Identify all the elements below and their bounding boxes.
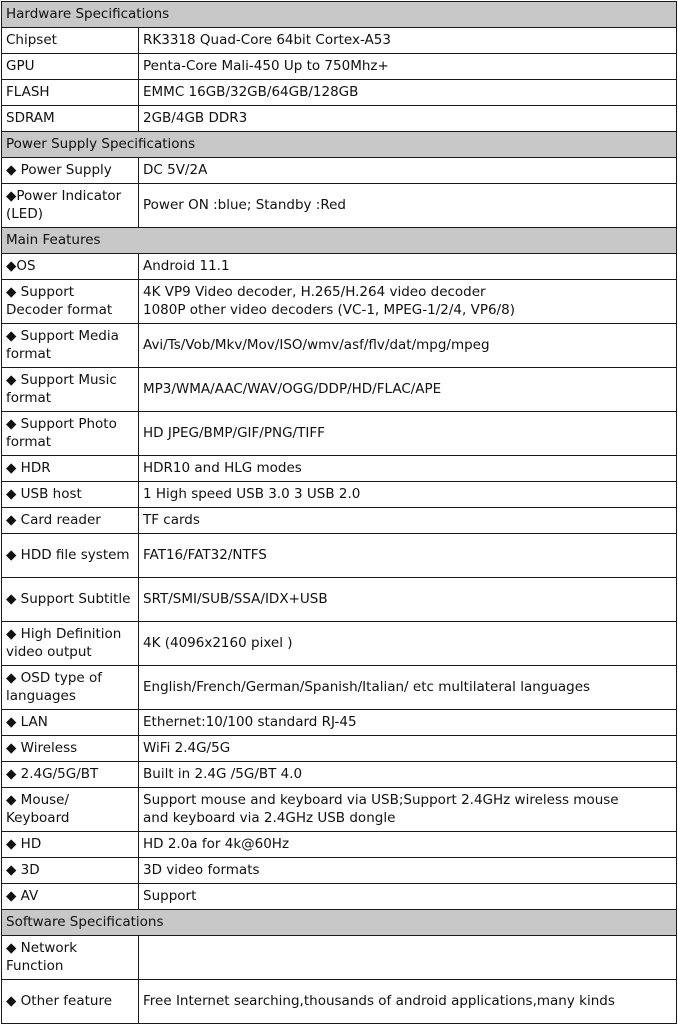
row-label: ◆ AV [2,884,139,910]
table-row [2,980,677,1024]
table-row [2,482,677,508]
section-title: Main Features [2,228,677,254]
row-value: English/French/German/Spanish/Italian/ etc multilateral languages [139,666,677,710]
row-value: Support [139,884,677,910]
row-value: 2GB/4GB DDR3 [139,106,677,132]
row-value: Avi/Ts/Vob/Mkv/Mov/ISO/wmv/asf/flv/dat/mpg/mpeg [139,324,677,368]
table-row [2,534,677,578]
row-label: ◆ Support Photo format [2,412,139,456]
row-label: SDRAM [2,106,139,132]
row-label: ◆ Support Music format [2,368,139,412]
row-value: Built in 2.4G /5G/BT 4.0 [139,762,677,788]
row-value: TF cards [139,508,677,534]
row-value: Penta-Core Mali-450 Up to 750Mhz+ [139,54,677,80]
table-row [2,936,677,980]
table-row [2,832,677,858]
spec-table [1,1,677,1024]
row-value: FAT16/FAT32/NTFS [139,534,677,578]
row-value: 3D video formats [139,858,677,884]
value-line: Support mouse and keyboard via USB;Support 2.4GHz wireless mouse [143,792,619,808]
row-label: ◆ HDR [2,456,139,482]
table-row [2,80,677,106]
section-header-row [2,228,677,254]
table-row [2,456,677,482]
table-row [2,788,677,832]
row-label: ◆ Power Supply [2,158,139,184]
table-row [2,622,677,666]
table-row [2,508,677,534]
row-label: ◆ USB host [2,482,139,508]
row-label: ◆ HD [2,832,139,858]
table-row [2,54,677,80]
row-value: SRT/SMI/SUB/SSA/IDX+USB [139,578,677,622]
section-title: Hardware Specifications [2,2,677,28]
row-value [139,788,677,832]
table-row [2,280,677,324]
table-row [2,324,677,368]
row-label: ◆ Support Decoder format [2,280,139,324]
row-label: ◆ Mouse/ Keyboard [2,788,139,832]
row-value: WiFi 2.4G/5G [139,736,677,762]
table-row [2,28,677,54]
row-label: ◆ 2.4G/5G/BT [2,762,139,788]
table-row [2,884,677,910]
row-value: HD 2.0a for 4k@60Hz [139,832,677,858]
value-line: 4K VP9 Video decoder, H.265/H.264 video decoder [143,284,486,300]
row-value: EMMC 16GB/32GB/64GB/128GB [139,80,677,106]
row-label: ◆ Wireless [2,736,139,762]
section-header-row [2,910,677,936]
row-label: GPU [2,54,139,80]
section-header-row [2,132,677,158]
table-row [2,158,677,184]
row-value: Android 11.1 [139,254,677,280]
table-row [2,736,677,762]
row-label: ◆Power Indicator (LED) [2,184,139,228]
row-value [139,936,677,980]
row-label: ◆ 3D [2,858,139,884]
table-row [2,412,677,456]
table-row [2,184,677,228]
value-line: 1080P other video decoders (VC-1, MPEG-1/2/4, VP6/8) [143,301,515,318]
table-row [2,254,677,280]
row-label: Chipset [2,28,139,54]
table-row [2,106,677,132]
row-label: ◆ OSD type of languages [2,666,139,710]
row-label: ◆ Network Function [2,936,139,980]
row-label: ◆OS [2,254,139,280]
row-label: ◆ HDD file system [2,534,139,578]
row-value: Free Internet searching,thousands of android applications,many kinds [139,980,677,1024]
row-label: FLASH [2,80,139,106]
section-header-row [2,2,677,28]
row-label: ◆ High Definition video output [2,622,139,666]
row-label: ◆ Support Subtitle [2,578,139,622]
row-value: HD JPEG/BMP/GIF/PNG/TIFF [139,412,677,456]
row-value: RK3318 Quad-Core 64bit Cortex-A53 [139,28,677,54]
table-row [2,858,677,884]
row-label: ◆ LAN [2,710,139,736]
row-value: HDR10 and HLG modes [139,456,677,482]
row-value: MP3/WMA/AAC/WAV/OGG/DDP/HD/FLAC/APE [139,368,677,412]
row-value: Power ON :blue; Standby :Red [139,184,677,228]
row-value: 4K (4096x2160 pixel ) [139,622,677,666]
section-title: Power Supply Specifications [2,132,677,158]
row-label: ◆ Other feature [2,980,139,1024]
table-row [2,578,677,622]
row-value: 1 High speed USB 3.0 3 USB 2.0 [139,482,677,508]
row-value: DC 5V/2A [139,158,677,184]
row-label: ◆ Support Media format [2,324,139,368]
table-row [2,762,677,788]
row-label: ◆ Card reader [2,508,139,534]
row-value [139,280,677,324]
value-line: and keyboard via 2.4GHz USB dongle [143,809,396,826]
table-row [2,368,677,412]
table-row [2,710,677,736]
table-row [2,666,677,710]
section-title: Software Specifications [2,910,677,936]
row-value: Ethernet:10/100 standard RJ-45 [139,710,677,736]
